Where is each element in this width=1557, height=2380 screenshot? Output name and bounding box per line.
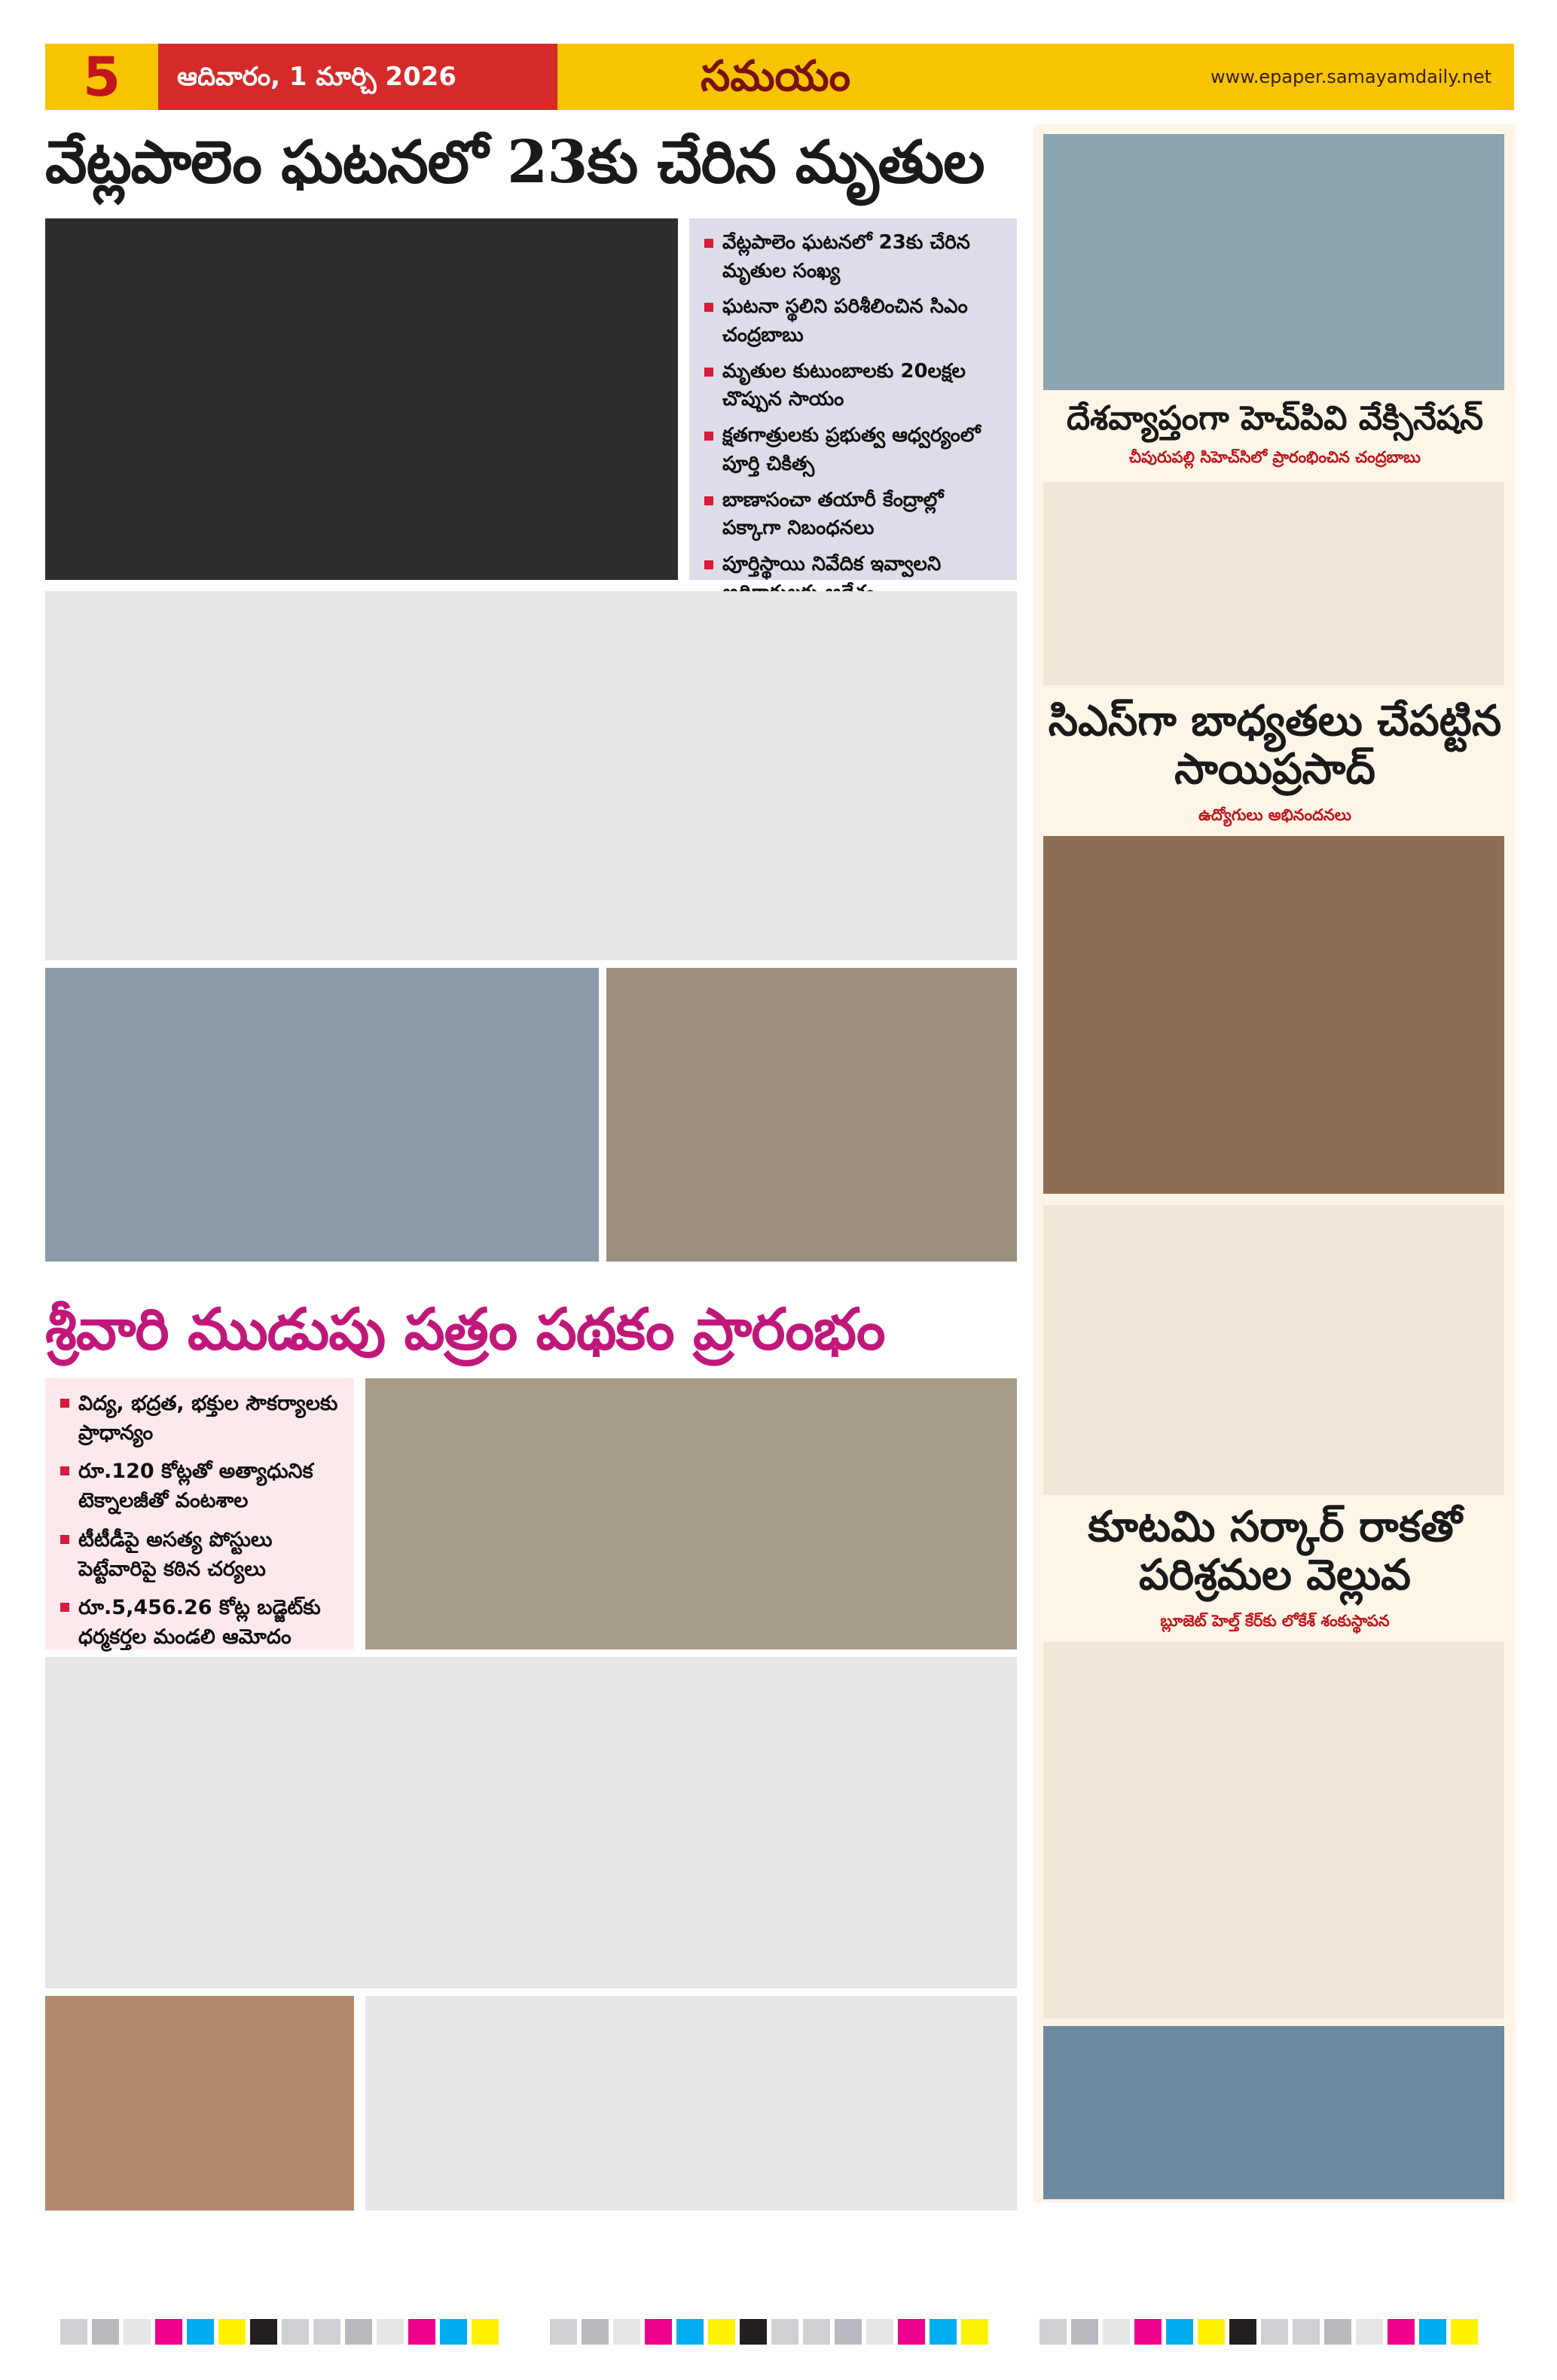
cs-story-text-block <box>1043 1205 1504 1495</box>
registration-swatch <box>645 2319 672 2345</box>
registration-swatch <box>313 2319 340 2345</box>
registration-swatch <box>218 2319 246 2345</box>
registration-swatch <box>550 2319 577 2345</box>
registration-swatch <box>1356 2319 1383 2345</box>
srivari-headline: శ్రీవారి ముడుపు పత్రం పథకం ప్రారంభం <box>45 1295 885 1362</box>
registration-swatch <box>187 2319 214 2345</box>
registration-swatch <box>1166 2319 1193 2345</box>
page-number: 5 <box>45 44 158 110</box>
lead-headline: వేట్లపాలెం ఘటనలో 23కు చేరిన మృతుల <box>45 128 985 197</box>
srivari-highlight: విద్య, భద్రత, భక్తుల సౌకర్యాలకు ప్రాధాన్యం <box>59 1389 340 1448</box>
lead-photo-night-visit <box>45 218 678 580</box>
registration-swatch <box>472 2319 499 2345</box>
registration-swatch <box>1388 2319 1415 2345</box>
lead-story-text-block <box>45 591 1017 960</box>
srivari-highlight: రూ.120 కోట్లతో అత్యాధునిక టెక్నాలజీతో వంటశాల <box>59 1457 340 1515</box>
lead-highlight: బాణాసంచా తయారీ కేంద్రాల్లో పక్కాగా నిబంధనలు <box>703 487 1003 543</box>
registration-swatch <box>1040 2319 1067 2345</box>
lead-highlights <box>689 218 1017 580</box>
registration-swatch <box>92 2319 119 2345</box>
registration-swatch <box>155 2319 182 2345</box>
registration-swatch <box>582 2319 609 2345</box>
srivari-story-text-block <box>45 1657 1017 1988</box>
cs-headline: సిఎస్‌గా బాధ్యతలు చేపట్టిన సాయిప్రసాద్ <box>1048 696 1502 795</box>
registration-swatch <box>613 2319 640 2345</box>
registration-swatch <box>866 2319 893 2345</box>
registration-swatch <box>898 2319 925 2345</box>
registration-swatch <box>1134 2319 1162 2345</box>
registration-swatch <box>1324 2319 1351 2345</box>
color-registration-strip <box>45 2316 1514 2348</box>
registration-swatch <box>803 2319 830 2345</box>
srivari-photo-chairman <box>45 1996 354 2211</box>
hpv-headline: దేశవ్యాప్తంగా హెచ్‌పివి వేక్సినేషన్ <box>1066 399 1483 438</box>
registration-swatch <box>930 2319 957 2345</box>
registration-swatch <box>1261 2319 1288 2345</box>
registration-swatch <box>60 2319 87 2345</box>
registration-swatch <box>250 2319 277 2345</box>
registration-swatch <box>282 2319 309 2345</box>
industry-photo-foundation <box>1043 2026 1504 2199</box>
masthead <box>45 44 1514 110</box>
registration-swatch <box>1451 2319 1478 2345</box>
hpv-story-text-block <box>1043 482 1504 685</box>
registration-swatch <box>740 2319 767 2345</box>
registration-swatch <box>1293 2319 1320 2345</box>
lead-photo-hospital-visit <box>606 968 1017 1262</box>
registration-swatch <box>1071 2319 1098 2345</box>
lead-photo-hospital-ward <box>45 968 599 1262</box>
cs-photo-signing <box>1043 836 1504 1194</box>
hpv-photo <box>1043 134 1504 390</box>
registration-swatch <box>1103 2319 1130 2345</box>
registration-swatch <box>708 2319 735 2345</box>
lead-highlight: క్షతగాత్రులకు ప్రభుత్వ ఆధ్వర్యంలో పూర్తి చికిత్స <box>703 422 1003 478</box>
lead-highlight: పూర్తిస్థాయి నివేదిక ఇవ్వాలని <box>703 551 1003 607</box>
registration-swatch <box>124 2319 151 2345</box>
lead-highlight: ఘటనా స్థలిని పరిశీలించిన సిఎం చంద్రబాబు <box>703 293 1003 349</box>
registration-swatch <box>1198 2319 1225 2345</box>
registration-swatch <box>1229 2319 1256 2345</box>
lead-highlight: మృతుల కుటుంబాలకు 20లక్షల చొప్పున సాయం <box>703 358 1003 414</box>
cs-subheadline: ఉద్యోగులు అభినందనలు <box>1198 806 1351 824</box>
registration-swatch <box>440 2319 467 2345</box>
registration-swatch <box>1419 2319 1446 2345</box>
registration-swatch <box>771 2319 798 2345</box>
industry-subheadline: బ్లూజెట్ హెల్త్ కేర్‌కు లోకేశ్ శంకుస్థాపన <box>1160 1612 1390 1630</box>
srivari-highlight: టీటీడీపై అసత్య పోస్టులు పెట్టేవారిపై కఠిన చర్యలు <box>59 1525 340 1584</box>
industry-headline: కూటమి సర్కార్ రాకతో పరిశ్రమల వెల్లువ <box>1088 1502 1462 1600</box>
lead-highlight: వేట్లపాలెం ఘటనలో 23కు చేరిన మృతుల సంఖ్య <box>703 229 1003 285</box>
registration-swatch <box>676 2319 704 2345</box>
issue-date: ఆదివారం, 1 మార్చి 2026 <box>177 62 457 92</box>
hpv-subheadline: చీపురుపల్లి సిహెచ్‌సిలో ప్రారంభించిన చంద్రబాబు <box>1128 448 1421 466</box>
registration-swatch <box>377 2319 404 2345</box>
registration-swatch <box>345 2319 372 2345</box>
registration-swatch <box>408 2319 435 2345</box>
newspaper-brand: సమయం <box>701 52 850 101</box>
registration-swatch <box>961 2319 988 2345</box>
srivari-highlights <box>45 1378 354 1649</box>
srivari-photo-board-meeting <box>365 1378 1017 1649</box>
registration-swatch <box>835 2319 862 2345</box>
industry-story-text-block <box>1043 1642 1504 2018</box>
color-registration-bar <box>45 2316 1514 2348</box>
website-link[interactable]: www.epaper.samayamdaily.net <box>1210 66 1491 87</box>
srivari-story-text-block-lower <box>365 1996 1017 2211</box>
srivari-highlight: రూ.5,456.26 కోట్ల బడ్జెట్‌కు ధర్మకర్తల మండలి ఆమోదం <box>59 1593 340 1652</box>
